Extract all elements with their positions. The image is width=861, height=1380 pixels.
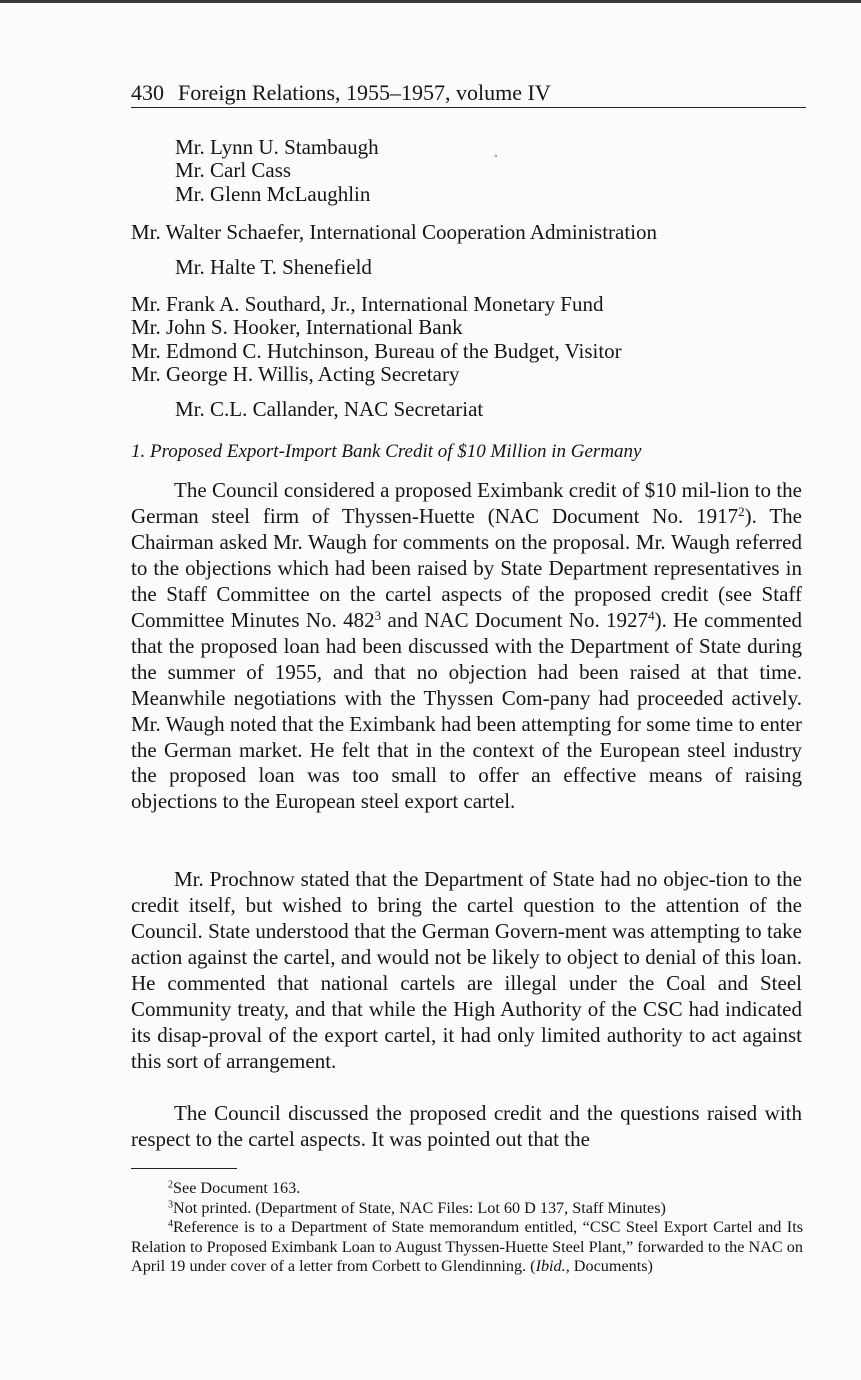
footnote-number: 4 xyxy=(168,1218,174,1230)
footnote-number: 2 xyxy=(168,1179,174,1191)
footnote xyxy=(131,1179,803,1199)
footnote-ref[interactable]: 3 xyxy=(374,607,382,623)
attendee-line: Mr. Glenn McLaughlin xyxy=(175,182,371,206)
attendee-line: Mr. Frank A. Southard, Jr., International Monetary Fund xyxy=(131,292,604,316)
paragraph-text: The Council considered a proposed Eximbank credit of $10 mil-lion to the German steel firm of Thyssen-Huette (NAC Document No. 1917 xyxy=(131,478,802,528)
running-title: Foreign Relations, 1955–1957, volume IV xyxy=(178,80,551,105)
page-number: 430 xyxy=(131,80,164,105)
footnote-text: Reference is to a Department of State memorandum entitled, “CSC Steel Export Cartel and Its Relation to Proposed Eximbank Loan to August Thyssen-Huette Steel Plant,” forwarded to the NAC on April 19 under cover of a letter from Corbett to Glendinning. ( xyxy=(131,1218,803,1275)
attendee-line: Mr. Carl Cass xyxy=(175,158,292,182)
footnote-text: Not printed. (Department of State, NAC Files: Lot 60 D 137, Staff Minutes) xyxy=(173,1199,666,1217)
footnote-ref[interactable]: 4 xyxy=(648,607,655,623)
footnote xyxy=(131,1218,803,1277)
section-heading: 1. Proposed Export-Import Bank Credit of $10 Million in Germany xyxy=(131,441,642,462)
footnote-ibid: Ibid. xyxy=(535,1257,566,1275)
paragraph-text: ). The Chairman asked Mr. Waugh for comments on the proposal. Mr. Waugh referred to the objections which had been raised by State Department representatives in the Staff Committee on the cartel aspects of the proposed credit (see Staff Committee Minutes No. 482 xyxy=(131,503,802,632)
attendee-line: Mr. Walter Schaefer, International Cooperation Administration xyxy=(131,220,658,244)
paragraph-text: and NAC Document No. 1927 xyxy=(381,607,649,632)
body-paragraph: Mr. Prochnow stated that the Department of State had no objec-tion to the credit itself, but wished to bring the cartel question to the attention of the Council. State understood that the German Govern-ment was attempting to take action against the cartel, and would not be likely to object to denial of this loan. He commented that national cartels are illegal under the Coal and Steel Community treaty, and that while the High Authority of the CSC had indicated its disap-proval of the export cartel, it had only limited authority to act against this sort of arrangement. xyxy=(131,867,802,1073)
attendee-line: Mr. John S. Hooker, International Bank xyxy=(131,315,463,339)
body-paragraph: The Council discussed the proposed credit and the questions raised with respect to the cartel aspects. It was pointed out that the xyxy=(131,1101,802,1151)
attendee-line: Mr. George H. Willis, Acting Secretary xyxy=(131,362,460,386)
body-paragraph xyxy=(131,478,802,815)
attendee-line: Mr. Halte T. Shenefield xyxy=(175,255,372,279)
paragraph-text: ). He commented that the proposed loan had been discussed with the Department of State during the summer of 1955, and that no objection had been raised at that time. Meanwhile negotiations with the Thyssen Com-pany had proceeded actively. Mr. Waugh noted that the Eximbank had been attempting for some time to enter the German market. He felt that in the context of the European steel industry the proposed loan was too small to offer an effective means of raising objections to the European steel export cartel. xyxy=(131,607,802,814)
running-header xyxy=(131,80,806,108)
attendee-line: Mr. Edmond C. Hutchinson, Bureau of the Budget, Visitor xyxy=(131,339,622,363)
footnote-text: See Document 163. xyxy=(173,1179,301,1197)
attendee-line: Mr. C.L. Callander, NAC Secretariat xyxy=(175,397,484,421)
footnote-number: 3 xyxy=(168,1199,174,1211)
footnote-ref[interactable]: 2 xyxy=(738,503,745,519)
stray-mark: ◦ xyxy=(494,151,498,162)
attendee-line: Mr. Lynn U. Stambaugh xyxy=(175,135,379,159)
footnote-divider xyxy=(131,1168,237,1169)
page-top-edge xyxy=(0,0,861,3)
footnote-text: , Documents) xyxy=(565,1257,653,1275)
footnote xyxy=(131,1199,803,1219)
